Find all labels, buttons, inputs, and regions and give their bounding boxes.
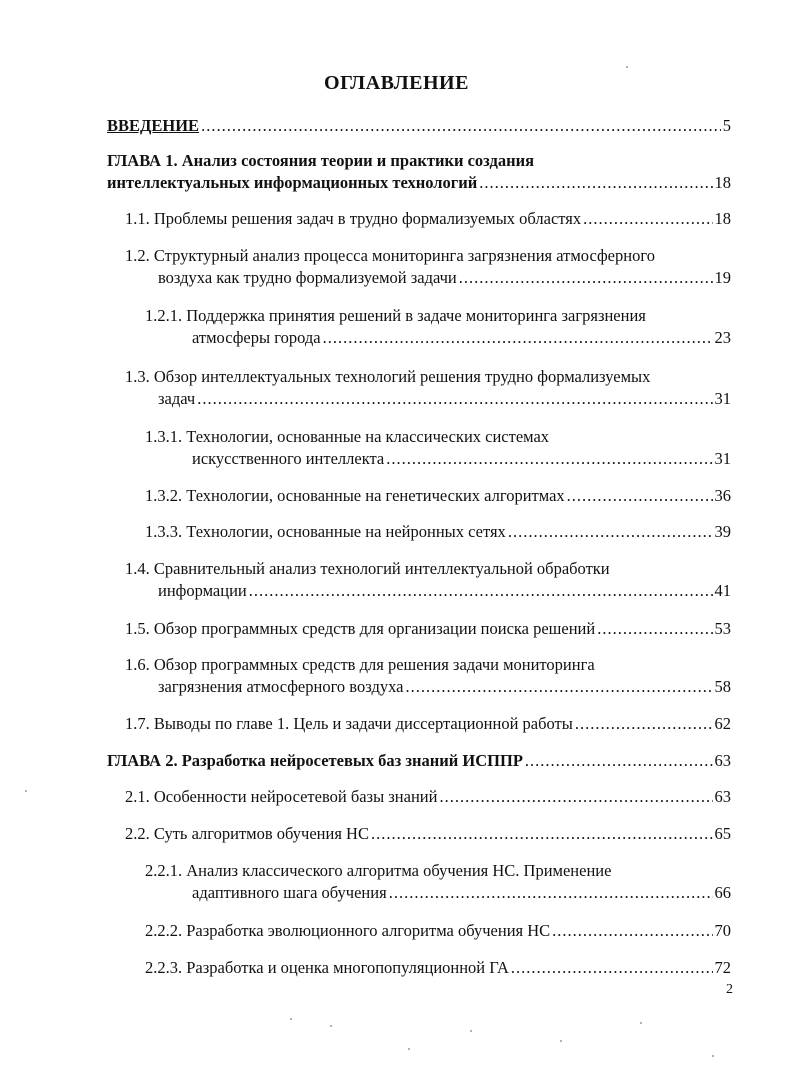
toc-entry-label-line1: ГЛАВА 1. Анализ состояния теории и практики создания [107,151,535,170]
scan-speck [626,66,628,68]
toc-entry-page: 36 [714,486,731,505]
toc-leader-dots [371,823,713,845]
scan-speck [712,1055,714,1057]
toc-entry-1-7[interactable] [125,713,731,735]
toc-entry-1-5[interactable] [125,618,731,640]
toc-entry-label: 1.5. Обзор программных средств для организации поиска решений [125,619,596,638]
toc-entry-label-line1: 1.3. Обзор интеллектуальных технологий решения трудно формализуемых [125,367,651,386]
scan-speck [25,790,27,792]
toc-leader-dots [508,521,713,543]
toc-leader-dots [479,172,712,194]
toc-entry-page: 23 [714,328,731,347]
toc-entry-page: 31 [714,389,731,408]
toc-entry-1-3-2[interactable] [145,485,731,507]
scan-speck [640,1022,642,1024]
toc-leader-dots [575,713,713,735]
toc-entry-label: 2.2.2. Разработка эволюционного алгоритма обучения НС [145,921,551,940]
toc-entry-label-line2: атмосферы города [192,328,321,347]
toc-entry-1-6[interactable] [125,654,731,698]
toc-entry-1-2-1[interactable] [145,305,731,349]
toc-entry-page: 70 [714,921,731,940]
toc-leader-dots [323,327,713,349]
toc-leader-dots [552,920,712,942]
toc-leader-dots [405,676,712,698]
toc-entry-label: 2.1. Особенности нейросетевой базы знаний [125,787,438,806]
toc-entry-page: 18 [714,173,731,192]
toc-entry-page: 63 [714,787,731,806]
toc-entry-page: 39 [714,522,731,541]
scan-speck [560,1040,562,1042]
toc-entry-page: 19 [714,268,731,287]
toc-entry-label-line1: 1.3.1. Технологии, основанные на классических системах [145,427,550,446]
toc-leader-dots [439,786,712,808]
scan-speck [408,1048,410,1050]
scan-speck [290,1018,292,1020]
toc-entry-label-line2: воздуха как трудно формализуемой задачи [158,268,457,287]
toc-entry-label-line2: информации [158,581,247,600]
toc-entry-label: 1.1. Проблемы решения задач в трудно формализуемых областях [125,209,582,228]
toc-entry-label: 2.2.3. Разработка и оценка многопопуляционной ГА [145,958,509,977]
toc-entry-chapter-2[interactable] [107,750,731,772]
toc-entry-page: 53 [714,619,731,638]
scan-speck [330,1025,332,1027]
toc-entry-label-line2: искусственного интеллекта [192,449,385,468]
toc-entry-label: 2.2. Суть алгоритмов обучения НС [125,824,369,843]
toc-entry-label-line1: 2.2.1. Анализ классического алгоритма обучения НС. Применение [145,861,612,880]
toc-leader-dots [197,388,712,410]
toc-entry-1-1[interactable] [125,208,731,230]
toc-entry-page: 58 [714,677,731,696]
page-title: ОГЛАВЛЕНИЕ [324,72,469,94]
toc-entry-page: 41 [714,581,731,600]
toc-entry-page: 31 [714,449,731,468]
toc-entry-page: 63 [714,751,731,770]
toc-entry-1-3-3[interactable] [145,521,731,543]
toc-entry-page: 18 [714,209,731,228]
toc-entry-label: 1.7. Выводы по главе 1. Цель и задачи диссертационной работы [125,714,573,733]
toc-entry-label: ГЛАВА 2. Разработка нейросетевых баз знаний ИСППР [107,751,523,770]
toc-leader-dots [389,882,713,904]
toc-entry-page: 5 [722,116,731,135]
toc-entry-2-1[interactable] [125,786,731,808]
toc-leader-dots [597,618,712,640]
toc-entry-label: ВВЕДЕНИЕ [107,116,200,135]
toc-entry-chapter-1[interactable] [107,150,731,194]
toc-entry-1-2[interactable] [125,245,731,289]
toc-entry-2-2-2[interactable] [145,920,731,942]
toc-leader-dots [201,115,721,137]
toc-entry-1-3-1[interactable] [145,426,731,470]
toc-entry-2-2-1[interactable] [145,860,731,904]
toc-leader-dots [567,485,713,507]
toc-entry-introduction[interactable] [107,115,731,137]
toc-leader-dots [525,750,713,772]
toc-entry-label-line1: 1.4. Сравнительный анализ технологий интеллектуальной обработки [125,559,610,578]
toc-entry-page: 65 [714,824,731,843]
toc-entry-label-line1: 1.2. Структурный анализ процесса мониторинга загрязнения атмосферного [125,246,655,265]
toc-leader-dots [386,448,712,470]
toc-leader-dots [511,957,713,979]
toc-entry-label-line1: 1.6. Обзор программных средств для решения задачи мониторинга [125,655,595,674]
toc-entry-page: 62 [714,714,731,733]
page-number: 2 [726,982,733,997]
toc-entry-2-2[interactable] [125,823,731,845]
toc-entry-label-line2: интеллектуальных информационных технологий [107,173,478,192]
toc-entry-label: 1.3.3. Технологии, основанные на нейронных сетях [145,522,506,541]
toc-leader-dots [583,208,712,230]
scan-speck [470,1030,472,1032]
toc-leader-dots [459,267,713,289]
toc-entry-label: 1.3.2. Технологии, основанные на генетических алгоритмах [145,486,565,505]
toc-entry-label-line2: адаптивного шага обучения [192,883,387,902]
toc-leader-dots [249,580,713,602]
toc-entry-label-line2: задач [158,389,196,408]
toc-entry-page: 72 [714,958,731,977]
toc-entry-label-line2: загрязнения атмосферного воздуха [158,677,404,696]
toc-entry-page: 66 [714,883,731,902]
toc-entry-label-line1: 1.2.1. Поддержка принятия решений в задаче мониторинга загрязнения [145,306,646,325]
toc-entry-1-4[interactable] [125,558,731,602]
toc-entry-2-2-3[interactable] [145,957,731,979]
toc-entry-1-3[interactable] [125,366,731,410]
